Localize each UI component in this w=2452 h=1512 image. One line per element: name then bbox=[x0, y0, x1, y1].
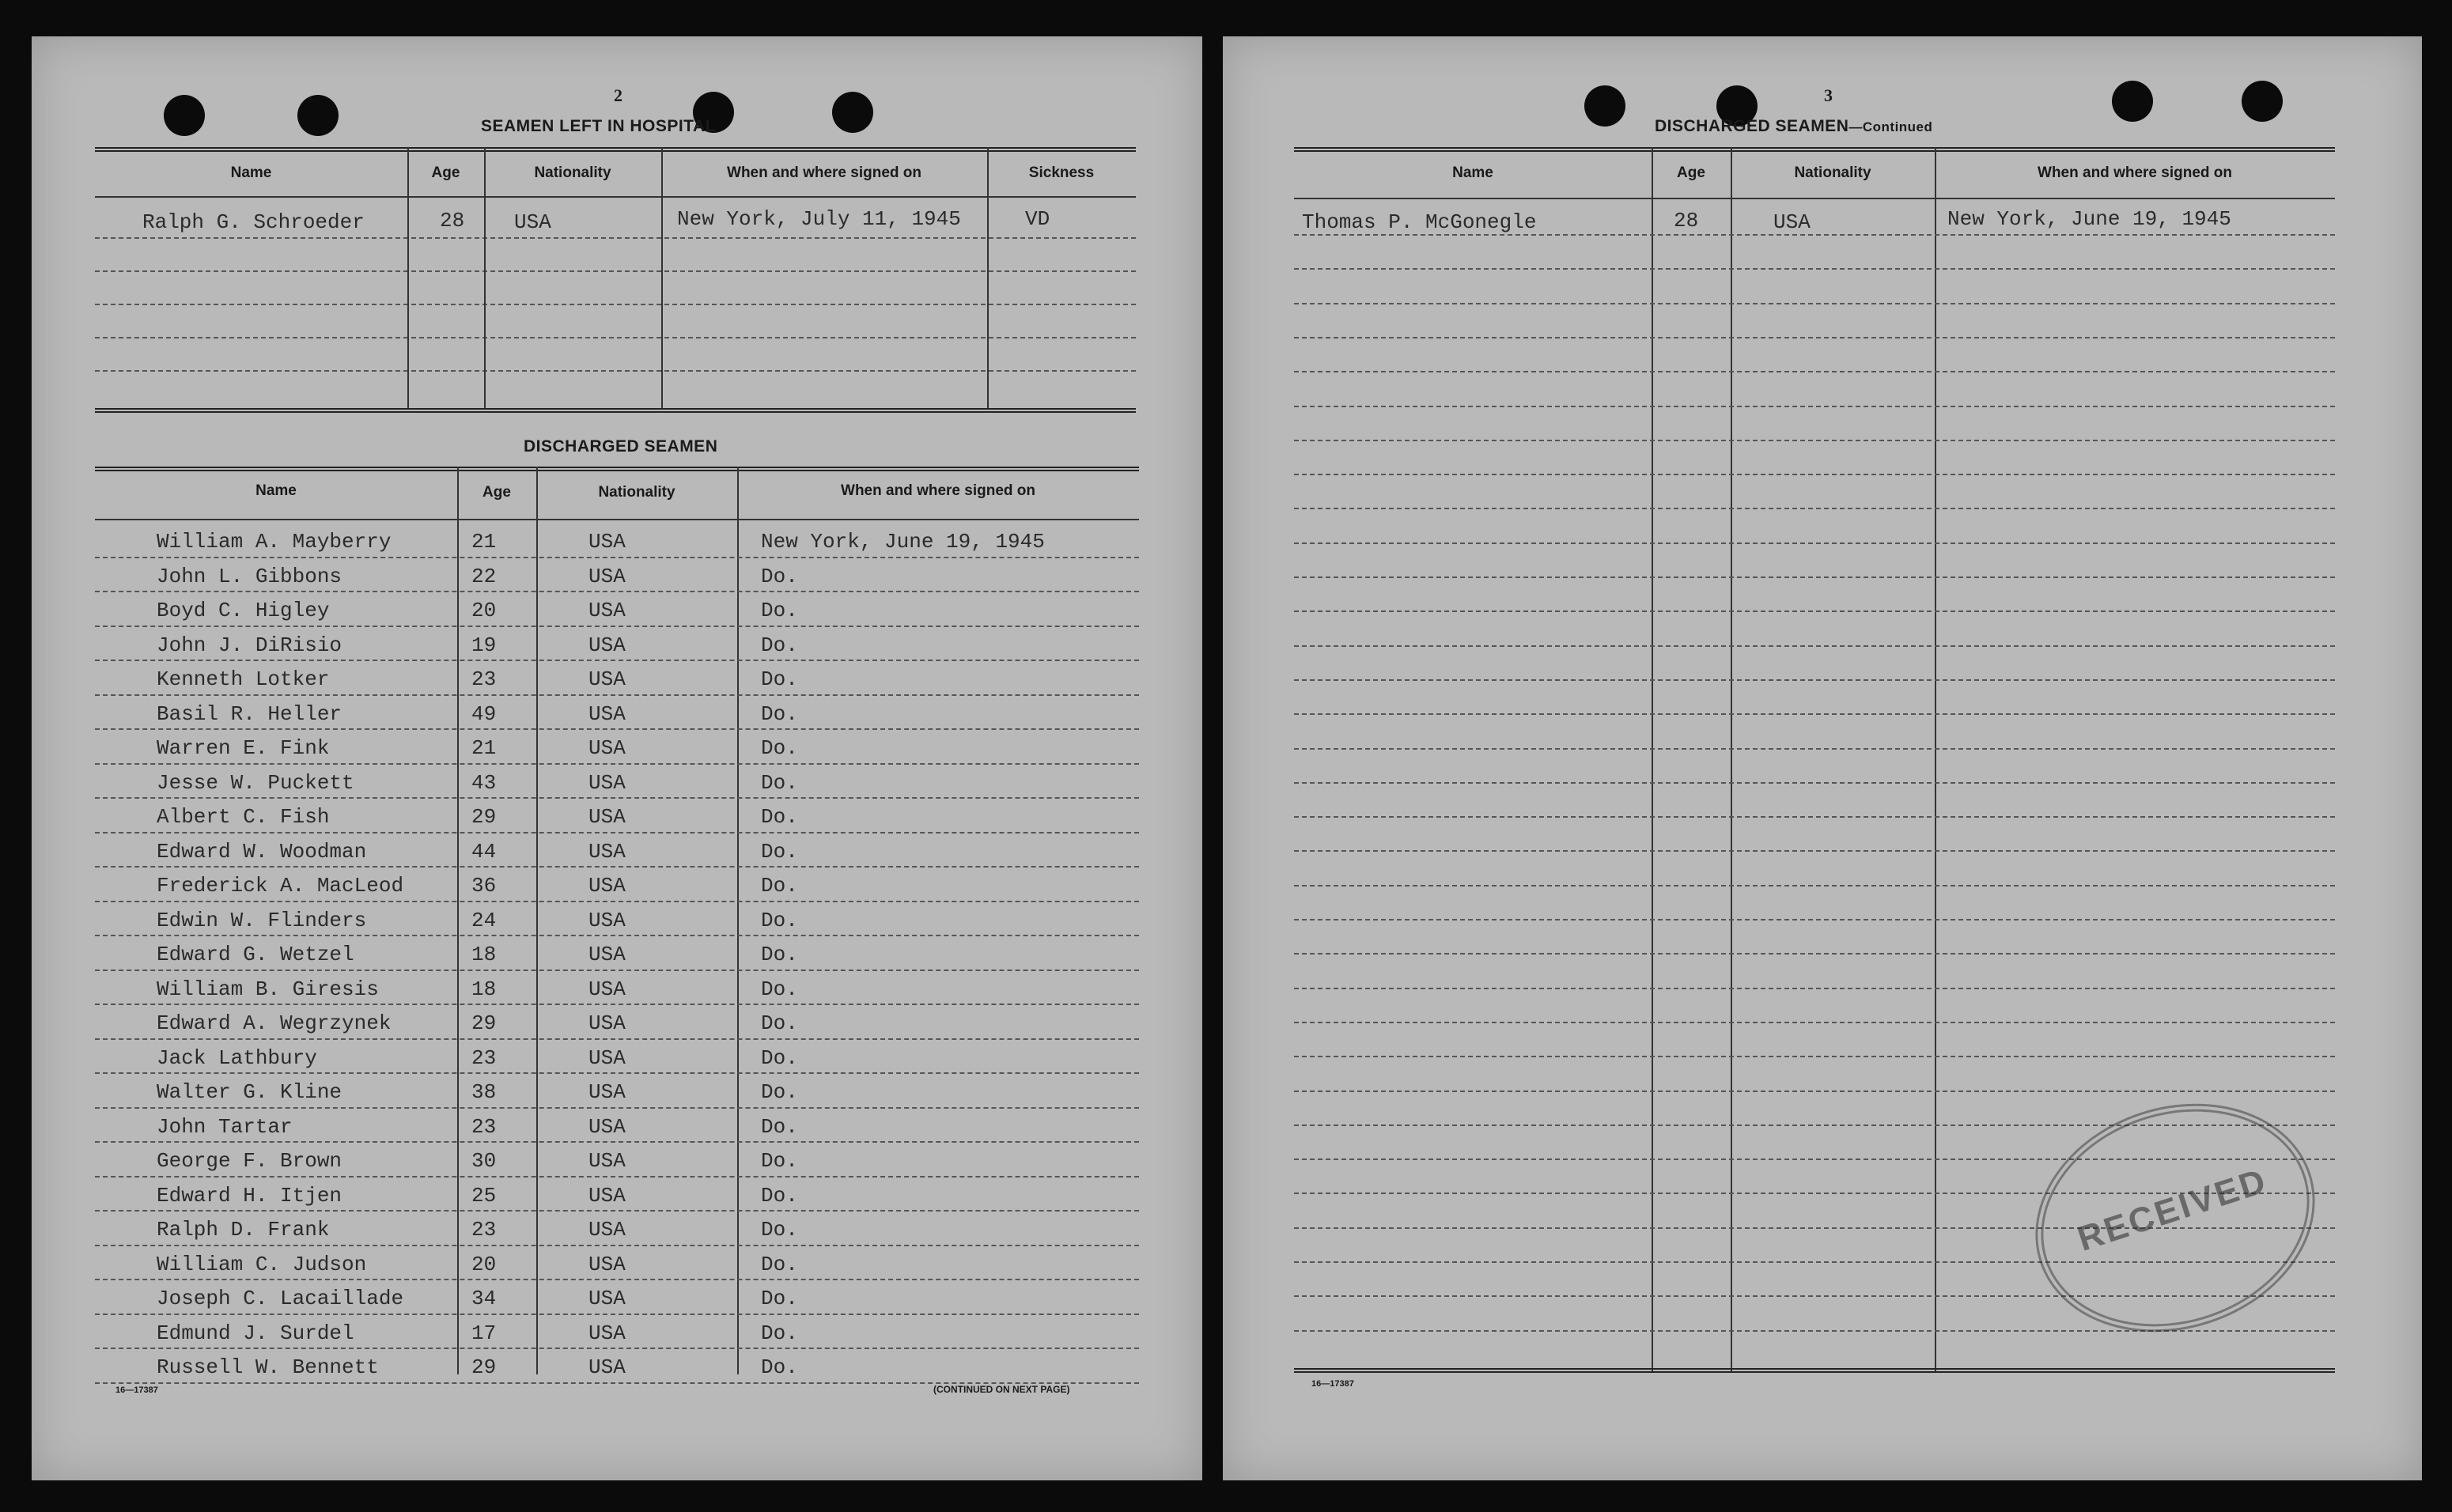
col-header-when-where: When and where signed on bbox=[2038, 164, 2232, 181]
punch-hole bbox=[2112, 81, 2153, 122]
row-signed-on: Do. bbox=[761, 736, 798, 760]
row-rule bbox=[1294, 1056, 2335, 1057]
row-rule bbox=[1294, 713, 2335, 715]
row-rule bbox=[1294, 508, 2335, 509]
row-rule bbox=[95, 660, 1139, 661]
row-age: 18 bbox=[471, 977, 497, 1001]
row-age: 25 bbox=[471, 1183, 497, 1208]
row-age: 23 bbox=[471, 1045, 497, 1070]
row-rule bbox=[95, 763, 1139, 765]
row-name: Ralph D. Frank bbox=[157, 1218, 330, 1242]
row-rule bbox=[95, 1176, 1139, 1177]
row-rule bbox=[1294, 337, 2335, 338]
row-rule bbox=[95, 935, 1139, 936]
row-rule bbox=[95, 1004, 1139, 1005]
row-age: 19 bbox=[471, 633, 497, 657]
row-age: 44 bbox=[471, 839, 497, 864]
title-suffix: —Continued bbox=[1848, 119, 1933, 134]
row-nationality: USA bbox=[588, 805, 626, 829]
row-nationality: USA bbox=[588, 1218, 626, 1242]
row-rule bbox=[95, 1279, 1139, 1280]
col-header-when-where: When and where signed on bbox=[841, 482, 1035, 499]
row-age: 29 bbox=[471, 805, 497, 829]
row-rule bbox=[1294, 234, 2335, 236]
row-nationality: USA bbox=[588, 564, 626, 588]
row-nationality: USA bbox=[588, 1321, 626, 1345]
row-signed-on: Do. bbox=[761, 1218, 798, 1242]
row-age: 23 bbox=[471, 667, 497, 691]
row-age: 49 bbox=[471, 701, 497, 726]
row-rule bbox=[95, 1348, 1139, 1349]
col-header-age: Age bbox=[431, 164, 460, 181]
row-nationality: USA bbox=[588, 977, 626, 1001]
row-nationality: USA bbox=[588, 599, 626, 622]
discharged-continued-title bbox=[1655, 117, 1932, 136]
row-rule bbox=[1294, 645, 2335, 647]
row-signed-on: New York, June 19, 1945 bbox=[761, 530, 1045, 554]
row-name: Edwin W. Flinders bbox=[157, 908, 367, 932]
row-nationality: USA bbox=[588, 1287, 626, 1310]
row-signed-on: Do. bbox=[761, 1321, 798, 1345]
row-rule bbox=[95, 626, 1139, 627]
row-signed-on: Do. bbox=[761, 1080, 798, 1104]
row-name: Boyd C. Higley bbox=[157, 599, 330, 622]
row-age: 18 bbox=[471, 943, 497, 966]
row-signed-on: Do. bbox=[761, 874, 798, 898]
row-signed-on: Do. bbox=[761, 805, 798, 829]
row-nationality: USA bbox=[588, 943, 626, 966]
row-age: 24 bbox=[471, 908, 497, 932]
row-name: William C. Judson bbox=[157, 1252, 367, 1276]
row-nationality: USA bbox=[588, 770, 626, 795]
row-signed-on: Do. bbox=[761, 633, 798, 657]
row-rule bbox=[1294, 440, 2335, 441]
row-name: Edmund J. Surdel bbox=[157, 1321, 354, 1345]
discharged-section-title: DISCHARGED SEAMEN bbox=[524, 437, 718, 455]
row-signed-on: Do. bbox=[761, 701, 798, 726]
row-rule bbox=[95, 1141, 1139, 1143]
row-name: Kenneth Lotker bbox=[157, 667, 330, 691]
row-rule bbox=[1294, 303, 2335, 304]
row-rule bbox=[1294, 268, 2335, 270]
row-name: Edward G. Wetzel bbox=[157, 943, 354, 966]
row-name: John Tartar bbox=[157, 1114, 293, 1139]
row-signed-on: Do. bbox=[761, 1183, 798, 1208]
punch-hole bbox=[164, 95, 205, 136]
row-nationality: USA bbox=[1773, 210, 1811, 234]
row-rule bbox=[1294, 610, 2335, 612]
row-rule bbox=[1294, 988, 2335, 989]
hospital-sickness: VD bbox=[1025, 207, 1050, 231]
hospital-table bbox=[95, 147, 1136, 416]
row-nationality: USA bbox=[588, 1114, 626, 1139]
row-signed-on: Do. bbox=[761, 977, 798, 1001]
row-rule bbox=[95, 728, 1139, 730]
row-age: 23 bbox=[471, 1114, 497, 1139]
discharged-table bbox=[95, 467, 1139, 1379]
form-number-left: 16—17387 bbox=[115, 1385, 158, 1395]
row-signed-on: Do. bbox=[761, 943, 798, 966]
row-name: Jesse W. Puckett bbox=[157, 770, 354, 795]
row-rule bbox=[1294, 371, 2335, 372]
hospital-signed-on: New York, July 11, 1945 bbox=[677, 207, 961, 231]
row-rule bbox=[1294, 474, 2335, 475]
col-header-when-where: When and where signed on bbox=[727, 164, 921, 181]
row-rule bbox=[95, 1038, 1139, 1040]
continued-note: (CONTINUED ON NEXT PAGE) bbox=[933, 1384, 1070, 1395]
row-rule bbox=[95, 832, 1139, 833]
col-header-age: Age bbox=[1677, 164, 1705, 181]
row-age: 20 bbox=[471, 599, 497, 622]
row-age: 20 bbox=[471, 1252, 497, 1276]
col-header-age: Age bbox=[482, 484, 511, 501]
col-header-nationality: Nationality bbox=[1794, 164, 1871, 181]
row-age: 22 bbox=[471, 564, 497, 588]
row-rule bbox=[1294, 1022, 2335, 1023]
punch-hole bbox=[832, 92, 873, 133]
col-header-nationality: Nationality bbox=[598, 484, 675, 501]
col-header-name: Name bbox=[230, 164, 272, 181]
row-nationality: USA bbox=[588, 839, 626, 864]
col-header-name: Name bbox=[255, 482, 297, 499]
row-age: 23 bbox=[471, 1218, 497, 1242]
punch-hole bbox=[2242, 81, 2283, 122]
row-age: 28 bbox=[1674, 209, 1699, 232]
row-name: Basil R. Heller bbox=[157, 701, 342, 726]
row-signed-on: Do. bbox=[761, 839, 798, 864]
row-name: William B. Giresis bbox=[157, 977, 379, 1001]
row-name: Russell W. Bennett bbox=[157, 1355, 379, 1379]
title-main: DISCHARGED SEAMEN bbox=[1655, 117, 1849, 135]
row-rule bbox=[95, 557, 1139, 558]
row-nationality: USA bbox=[588, 530, 626, 554]
row-nationality: USA bbox=[588, 908, 626, 932]
row-rule bbox=[1294, 406, 2335, 407]
row-name: Jack Lathbury bbox=[157, 1045, 317, 1070]
punch-hole bbox=[297, 95, 339, 136]
row-nationality: USA bbox=[588, 1355, 626, 1379]
row-signed-on: Do. bbox=[761, 1011, 798, 1035]
row-rule bbox=[1294, 1091, 2335, 1092]
row-nationality: USA bbox=[588, 701, 626, 726]
row-rule bbox=[1294, 850, 2335, 852]
row-rule bbox=[1294, 542, 2335, 544]
row-name: William A. Mayberry bbox=[157, 530, 392, 554]
row-nationality: USA bbox=[588, 874, 626, 898]
row-name: Walter G. Kline bbox=[157, 1080, 342, 1104]
row-age: 29 bbox=[471, 1355, 497, 1379]
row-rule bbox=[95, 591, 1139, 592]
row-age: 17 bbox=[471, 1321, 497, 1345]
form-number-right: 16—17387 bbox=[1311, 1379, 1354, 1389]
row-rule bbox=[95, 970, 1139, 971]
row-nationality: USA bbox=[588, 1252, 626, 1276]
row-age: 29 bbox=[471, 1011, 497, 1035]
row-rule bbox=[1294, 953, 2335, 954]
row-age: 34 bbox=[471, 1287, 497, 1310]
row-rule bbox=[95, 901, 1139, 902]
row-name: Warren E. Fink bbox=[157, 736, 330, 760]
col-header-sickness: Sickness bbox=[1028, 164, 1095, 181]
row-name: Edward H. Itjen bbox=[157, 1183, 342, 1208]
row-rule bbox=[1294, 816, 2335, 818]
row-name: Thomas P. McGonegle bbox=[1302, 210, 1537, 234]
row-nationality: USA bbox=[588, 1011, 626, 1035]
row-nationality: USA bbox=[588, 633, 626, 657]
row-signed-on: Do. bbox=[761, 1149, 798, 1173]
col-header-name: Name bbox=[1452, 164, 1493, 181]
row-rule bbox=[95, 797, 1139, 799]
row-nationality: USA bbox=[588, 1149, 626, 1173]
row-signed-on: Do. bbox=[761, 564, 798, 588]
row-signed-on: Do. bbox=[761, 1355, 798, 1379]
row-rule bbox=[95, 1314, 1139, 1315]
row-age: 30 bbox=[471, 1149, 497, 1173]
table-bottom-rule bbox=[1294, 1368, 2335, 1373]
row-rule bbox=[95, 1107, 1139, 1109]
row-rule bbox=[1294, 576, 2335, 578]
row-nationality: USA bbox=[588, 736, 626, 760]
row-age: 38 bbox=[471, 1080, 497, 1104]
row-signed-on: New York, June 19, 1945 bbox=[1947, 207, 2231, 231]
row-rule bbox=[95, 1245, 1139, 1246]
row-nationality: USA bbox=[588, 1045, 626, 1070]
row-signed-on: Do. bbox=[761, 908, 798, 932]
row-name: John J. DiRisio bbox=[157, 633, 342, 657]
row-signed-on: Do. bbox=[761, 1114, 798, 1139]
row-age: 21 bbox=[471, 530, 497, 554]
row-name: Edward A. Wegrzynek bbox=[157, 1011, 392, 1035]
row-rule bbox=[95, 866, 1139, 868]
row-rule bbox=[1294, 679, 2335, 681]
row-rule bbox=[1294, 748, 2335, 750]
row-signed-on: Do. bbox=[761, 1252, 798, 1276]
row-signed-on: Do. bbox=[761, 599, 798, 622]
row-signed-on: Do. bbox=[761, 1045, 798, 1070]
row-signed-on: Do. bbox=[761, 1287, 798, 1310]
row-nationality: USA bbox=[588, 1080, 626, 1104]
punch-hole bbox=[1584, 85, 1625, 127]
stamp-text: RECEIVED bbox=[2072, 1161, 2272, 1259]
row-rule bbox=[1294, 919, 2335, 920]
row-rule bbox=[1294, 782, 2335, 784]
hospital-nationality: USA bbox=[514, 210, 551, 234]
hospital-age: 28 bbox=[440, 209, 465, 232]
row-rule bbox=[95, 1210, 1139, 1211]
row-name: Albert C. Fish bbox=[157, 805, 330, 829]
row-name: Frederick A. MacLeod bbox=[157, 874, 404, 898]
row-rule bbox=[95, 694, 1139, 696]
row-rule bbox=[95, 1072, 1139, 1074]
row-age: 21 bbox=[471, 736, 497, 760]
row-name: George F. Brown bbox=[157, 1149, 342, 1173]
row-age: 36 bbox=[471, 874, 497, 898]
row-name: John L. Gibbons bbox=[157, 564, 342, 588]
row-rule bbox=[1294, 885, 2335, 886]
row-signed-on: Do. bbox=[761, 770, 798, 795]
page-number-right: 3 bbox=[1824, 85, 1833, 105]
row-name: Edward W. Woodman bbox=[157, 839, 367, 864]
page-number-left: 2 bbox=[614, 85, 622, 105]
hospital-name: Ralph G. Schroeder bbox=[142, 210, 365, 234]
row-name: Joseph C. Lacaillade bbox=[157, 1287, 404, 1310]
hospital-section-title: SEAMEN LEFT IN HOSPITAL bbox=[481, 117, 716, 135]
row-signed-on: Do. bbox=[761, 667, 798, 691]
col-header-nationality: Nationality bbox=[534, 164, 611, 181]
row-nationality: USA bbox=[588, 667, 626, 691]
row-nationality: USA bbox=[588, 1183, 626, 1208]
row-age: 43 bbox=[471, 770, 497, 795]
